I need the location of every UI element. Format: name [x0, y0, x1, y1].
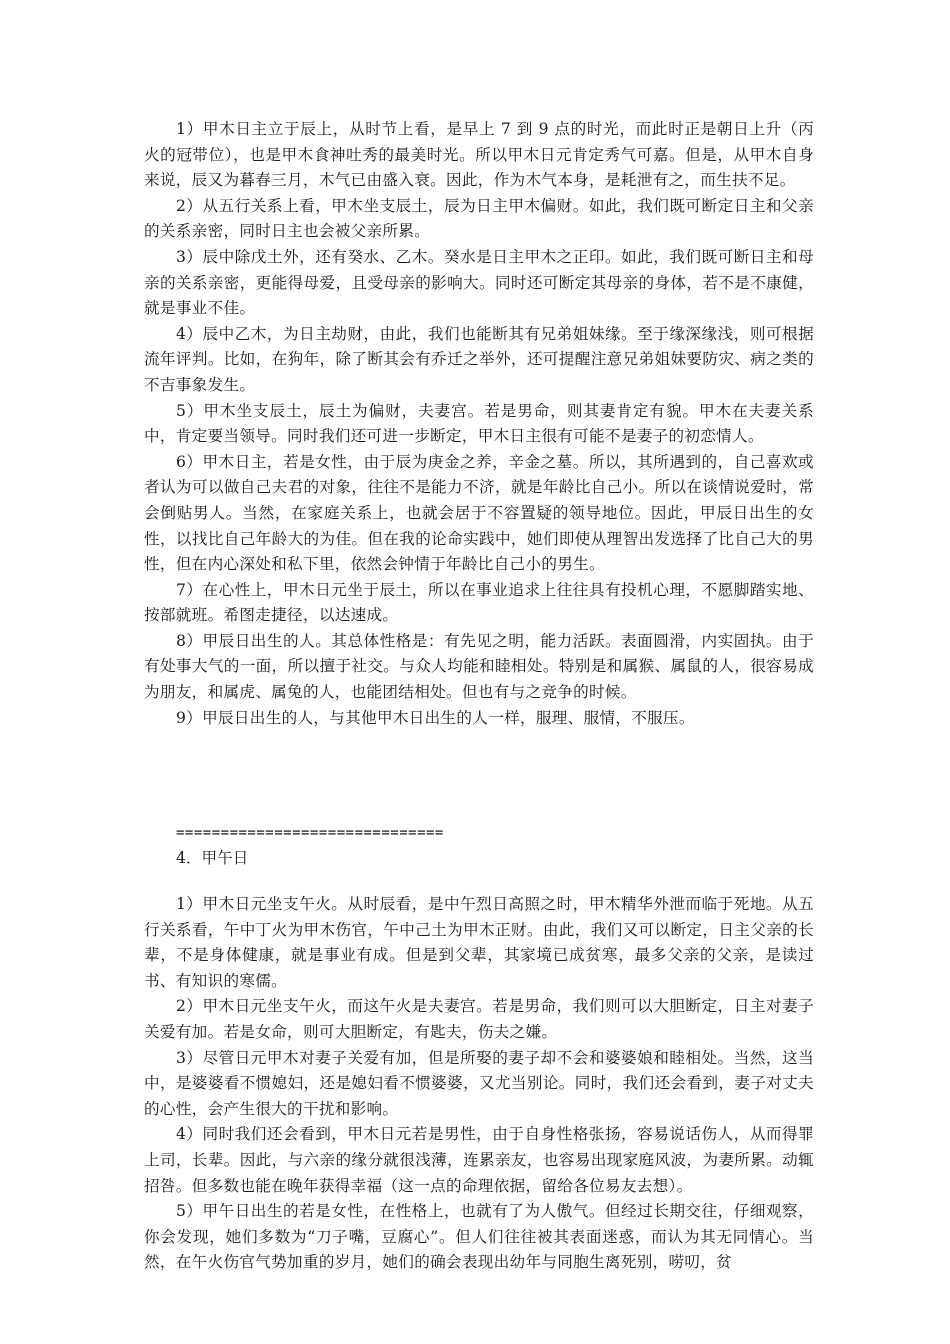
paragraph: 3）尽管日元甲木对妻子关爱有加，但是所娶的妻子却不会和婆婆娘和睦相处。当然，这当中，是婆婆看不惯媳妇，还是媳妇看不惯婆婆，又尤当别论。同时，我们还会看到，妻子对丈夫的心性，会产生很大的干扰和影响。	[144, 1048, 814, 1118]
paragraph: 6）甲木日主，若是女性，由于辰为庚金之养，辛金之墓。所以，其所遇到的，自己喜欢或者认为可以做自己夫君的对象，往往不是能力不济，就是年龄比自己小。所以在谈情说爱时，常会倒贴男人。当然，在家庭关系上，也就会居于不容置疑的领导地位。因此，甲辰日出生的女性，以找比自己年龄大的为佳。但在我的论命实践中，她们即使从理智出发选择了比自己大的男性，但在内心深处和私下里，依然会钟情于年龄比自己小的男生。	[144, 452, 814, 574]
paragraph: 7）在心性上，甲木日元坐于辰土，所以在事业追求上往往具有投机心理，不愿脚踏实地、按部就班。希图走捷径，以达速成。	[144, 580, 814, 625]
paragraph: 1）甲木日元坐支午火。从时辰看，是中午烈日高照之时，甲木精华外泄而临于死地。从五行关系看，午中丁火为甲木伤官，午中己土为甲木正财。由此，我们又可以断定，日主父亲的长辈，不是身体健康，就是事业有成。但是到父辈，其家境已成贫寒，最多父亲的父亲，是读过书、有知识的寒儒。	[144, 895, 814, 990]
section-jiawu-body	[144, 892, 814, 1276]
section-jiachen-body	[144, 117, 814, 731]
paragraph: 9）甲辰日出生的人，与其他甲木日出生的人一样，服理、服情，不服压。	[176, 708, 695, 727]
paragraph: 4）同时我们还会看到，甲木日元若是男性，由于自身性格张扬，容易说话伤人，从而得罪上司，长辈。因此，与六亲的缘分就很浅薄，连累亲友，也容易出现家庭风波，为妻所累。动辄招咎。但多数也能在晚年获得幸福（这一点的命理依据，留给各位易友去想）。	[144, 1125, 814, 1195]
paragraph: 2）从五行关系上看，甲木坐支辰土，辰为日主甲木偏财。如此，我们既可断定日主和父亲的关系亲密，同时日主也会被父亲所累。	[144, 196, 814, 241]
paragraph: 5）甲木坐支辰土，辰土为偏财，夫妻宫。若是男命，则其妻肯定有貌。甲木在夫妻关系中，肯定要当领导。同时我们还可进一步断定，甲木日主很有可能不是妻子的初恋情人。	[144, 401, 814, 446]
paragraph: 1）甲木日主立于辰上，从时节上看，是早上 7 到 9 点的时光，而此时正是朝日上升（丙火的冠带位），也是甲木食神吐秀的最美时光。所以甲木日元肯定秀气可嘉。但是，从甲木自身来说，辰又为暮春三月，木气已由盛入衰。因此，作为木气本身，是耗泄有之，而生扶不足。	[144, 120, 814, 190]
paragraph: 3）辰中除戊土外，还有癸水、乙木。癸水是日主甲木之正印。如此，我们既可断日主和母亲的关系亲密，更能得母爱，且受母亲的影响大。同时还可断定其母亲的身体，若不是不康健，就是事业不佳。	[144, 247, 814, 318]
paragraph: 5）甲午日出生的若是女性，在性格上，也就有了为人傲气。但经过长期交往，仔细观察，你会发现，她们多数为“刀子嘴，豆腐心”。但人们往往被其表面迷惑，而认为其无同情心。当然，在午火伤官气势加重的岁月，她们的确会表现出幼年与同胞生离死别，唠叨，贫	[144, 1202, 814, 1272]
paragraph: 4）辰中乙木，为日主劫财，由此，我们也能断其有兄弟姐妹缘。至于缘深缘浅，则可根据流年评判。比如，在狗年，除了断其会有乔迁之举外，还可提醒注意兄弟姐妹要防灾、病之类的不吉事象发生。	[144, 324, 814, 394]
paragraph: 2）甲木日元坐支午火，而这午火是夫妻宫。若是男命，我们则可以大胆断定，日主对妻子关爱有加。若是女命，则可大胆断定，有匙夫，伤夫之嫌。	[144, 997, 814, 1041]
paragraph: 8）甲辰日出生的人。其总体性格是：有先见之明，能力活跃。表面圆滑，内实固执。由于有处事大气的一面，所以擅于社交。与众人均能和睦相处。特别是和属猴、属鼠的人，很容易成为朋友，和属虎、属兔的人，也能团结相处。但也有与之竞争的时候。	[144, 631, 814, 702]
section-title: 4．甲午日	[176, 849, 249, 867]
section-separator: ==============================	[176, 825, 444, 841]
